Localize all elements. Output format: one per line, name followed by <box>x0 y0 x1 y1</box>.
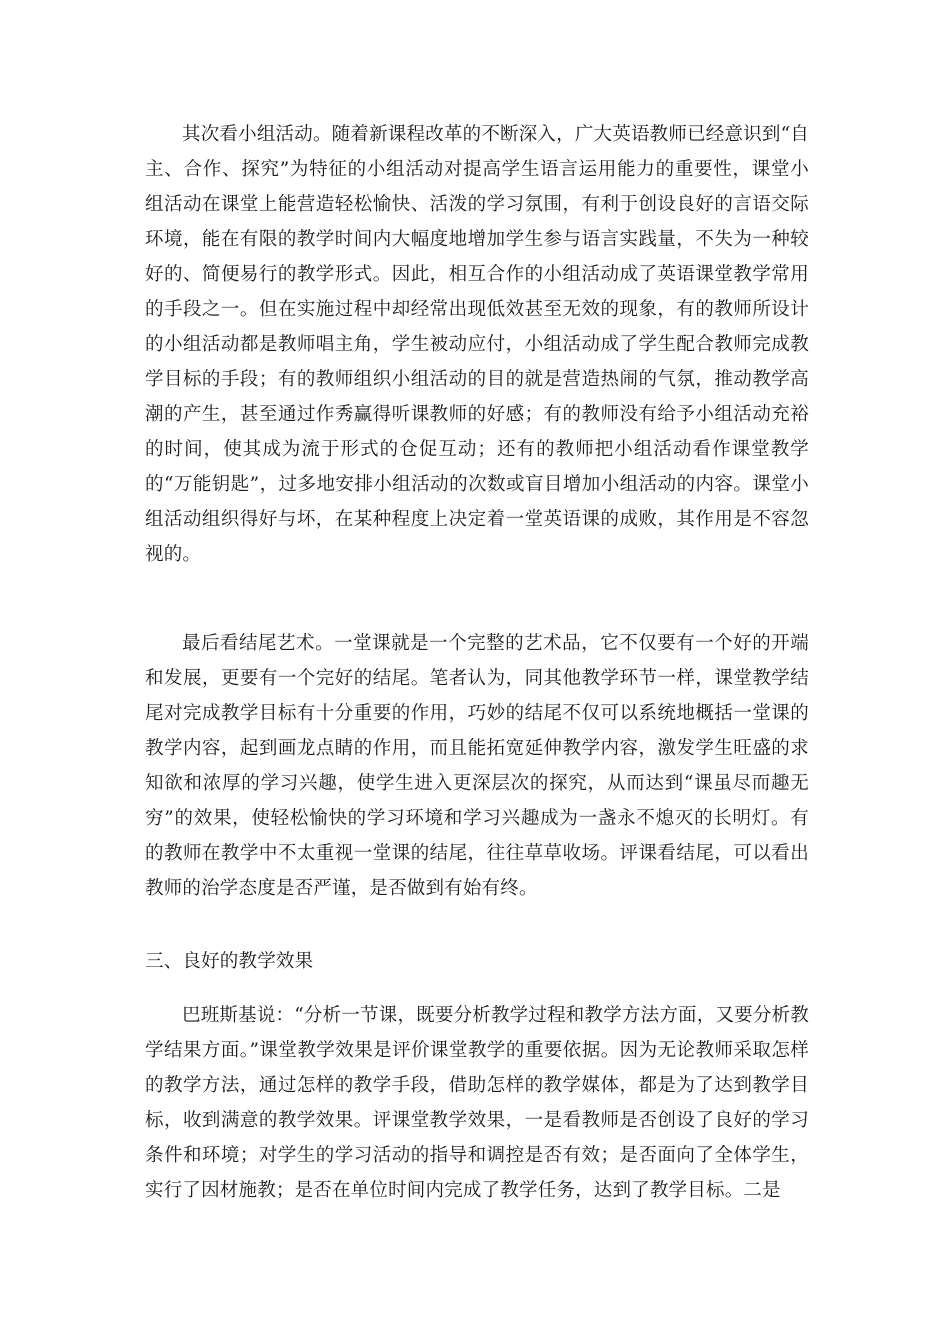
paragraph-teaching-effect: 巴班斯基说：“分析一节课，既要分析教学过程和教学方法方面，又要分析教学结果方面。”课堂教学效果是评价课堂教学的重要依据。因为无论教师采取怎样的教学方法，通过怎样的教学手段，借助怎样的教学媒体，都是为了达到教学目标，收到满意的教学效果。评课堂教学效果，一是看教师是否创设了良好的学习条件和环境；对学生的学习活动的指导和调控是否有效；是否面向了全体学生，实行了因材施教；是否在单位时间内完成了教学任务，达到了教学目标。二是 <box>145 1005 809 1201</box>
paragraph-ending-art: 最后看结尾艺术。一堂课就是一个完整的艺术品，它不仅要有一个好的开端和发展，更要有一个完好的结尾。笔者认为，同其他教学环节一样，课堂教学结尾对完成教学目标有十分重要的作用，巧妙的结尾不仅可以系统地概括一堂课的教学内容，起到画龙点睛的作用，而且能拓宽延伸教学内容，激发学生旺盛的求知欲和浓厚的学习兴趣，使学生进入更深层次的探究，从而达到“课虽尽而趣无穷”的效果，使轻松愉快的学习环境和学习兴趣成为一盏永不熄灭的长明灯。有的教师在教学中不太重视一堂课的结尾，往往草草收场。评课看结尾，可以看出教师的治学态度是否严谨，是否做到有始有终。 <box>145 633 809 899</box>
section-heading: 三、良好的教学效果 <box>145 951 314 972</box>
paragraph-group-activities: 其次看小组活动。随着新课程改革的不断深入，广大英语教师已经意识到“自主、合作、探究”为特征的小组活动对提高学生语言运用能力的重要性，课堂小组活动在课堂上能营造轻松愉快、活泼的学习氛围，有利于创设良好的言语交际环境，能在有限的教学时间内大幅度地增加学生参与语言实践量，不失为一种较好的、简便易行的教学形式。因此，相互合作的小组活动成了英语课堂教学常用的手段之一。但在实施过程中却经常出现低效甚至无效的现象，有的教师所设计的小组活动都是教师唱主角，学生被动应付，小组活动成了学生配合教师完成教学目标的手段；有的教师组织小组活动的目的就是营造热闹的气氛，推动教学高潮的产生，甚至通过作秀赢得听课教师的好感；有的教师没有给予小组活动充裕的时间，使其成为流于形式的仓促互动；还有的教师把小组活动看作课堂教学的“万能钥匙”，过多地安排小组活动的次数或盲目增加小组活动的内容。课堂小组活动组织得好与坏，在某种程度上决定着一堂英语课的成败，其作用是不容忽视的。 <box>145 124 809 565</box>
